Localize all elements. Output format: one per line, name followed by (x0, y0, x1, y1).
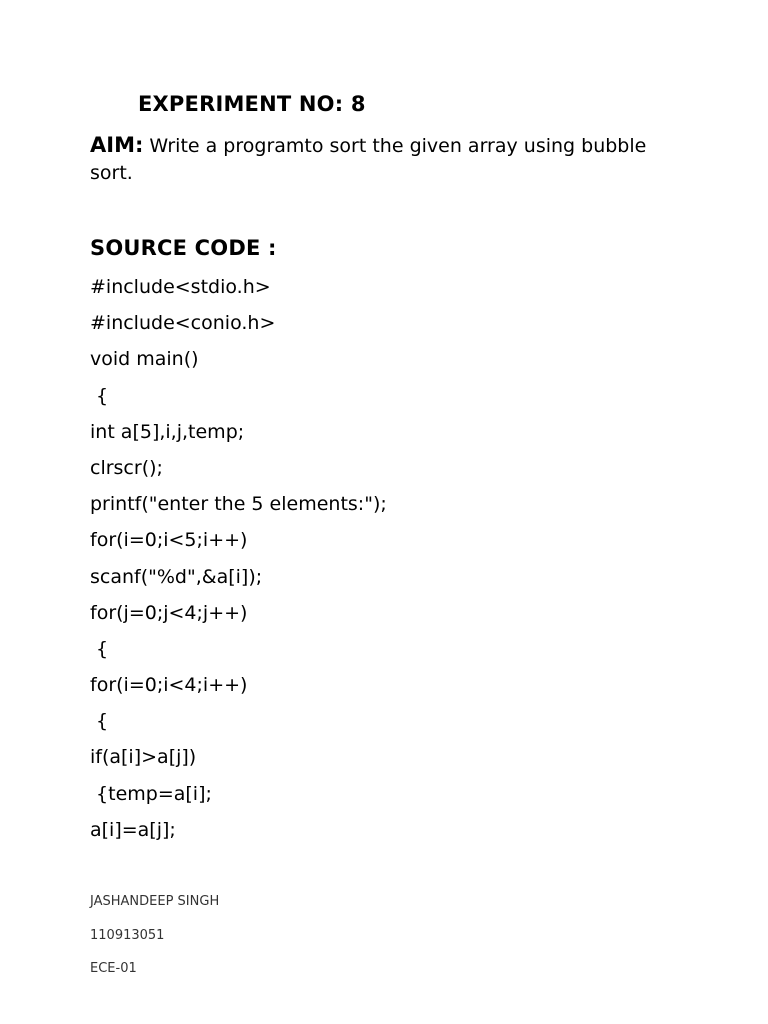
code-line: clrscr(); (90, 456, 163, 479)
code-line: scanf("%d",&a[i]); (90, 565, 263, 588)
code-line: for(i=0;i<4;i++) (90, 674, 248, 697)
source-code-heading: SOURCE CODE : (90, 236, 277, 260)
code-line: { (90, 637, 109, 660)
code-line: #include<stdio.h> (90, 276, 271, 298)
student-footer (90, 894, 219, 995)
code-line: int a[5],i,j,temp; (90, 420, 245, 443)
student-roll-number: 110913051 (90, 927, 165, 943)
source-code-block (90, 274, 387, 853)
code-line: #include<conio.h> (90, 312, 276, 335)
code-line: for(j=0;j<4;j++) (90, 601, 248, 624)
code-line: for(i=0;i<5;i++) (90, 529, 248, 552)
code-line: { (90, 384, 109, 407)
code-line: a[i]=a[j]; (90, 818, 176, 841)
student-name: JASHANDEEP SINGH (90, 894, 220, 909)
student-class: ECE-01 (90, 961, 137, 976)
code-line: printf("enter the 5 elements:"); (90, 493, 387, 516)
code-line: void main() (90, 348, 199, 371)
aim-text: Write a programto sort the given array using bubble sort. (90, 135, 647, 184)
code-line: {temp=a[i]; (90, 782, 212, 805)
aim-label: AIM: (90, 133, 144, 157)
code-line: { (90, 710, 109, 733)
aim-paragraph (90, 132, 650, 187)
code-line: if(a[i]>a[j]) (90, 746, 197, 769)
experiment-title: EXPERIMENT NO: 8 (138, 92, 366, 116)
